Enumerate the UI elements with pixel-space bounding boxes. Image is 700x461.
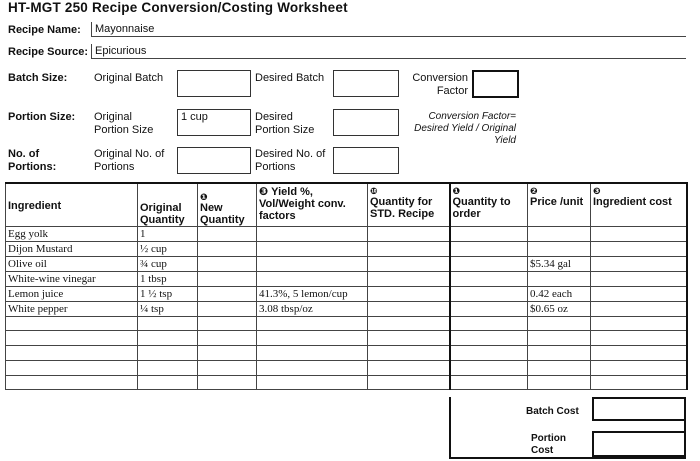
cell-original-quantity[interactable]	[138, 331, 198, 346]
cell-ingredient[interactable]: White pepper	[6, 301, 138, 316]
batch-size-label: Batch Size:	[8, 72, 68, 84]
cell-new-quantity[interactable]	[198, 346, 257, 361]
cell-new-quantity[interactable]	[198, 375, 257, 390]
cell-yield[interactable]	[257, 346, 368, 361]
cell-price-unit[interactable]	[528, 226, 591, 241]
original-batch-input[interactable]	[177, 70, 251, 97]
cell-ingredient[interactable]	[6, 316, 138, 331]
cell-original-quantity[interactable]: ½ cup	[138, 241, 198, 256]
step-3-icon: ❸	[593, 186, 601, 196]
desired-batch-input[interactable]	[333, 70, 399, 97]
cell-original-quantity[interactable]: 1 tbsp	[138, 271, 198, 286]
cell-price-unit[interactable]	[528, 241, 591, 256]
cell-yield[interactable]	[257, 271, 368, 286]
table-row	[6, 316, 687, 331]
cell-yield[interactable]	[257, 226, 368, 241]
cell-new-quantity[interactable]	[198, 241, 257, 256]
recipe-source-label: Recipe Source:	[8, 46, 89, 58]
cell-ingredient-cost[interactable]	[591, 241, 687, 256]
conversion-factor-label	[408, 72, 468, 98]
cell-ingredient[interactable]	[6, 360, 138, 375]
original-portions-line1: Original No. of	[94, 148, 165, 160]
portion-cost-label	[531, 433, 566, 457]
cell-original-quantity[interactable]	[138, 375, 198, 390]
conversion-factor-label-line1: Conversion	[412, 72, 468, 84]
conversion-note-line1: Conversion Factor=	[428, 111, 516, 122]
desired-portion-size-line2: Portion Size	[255, 124, 315, 136]
table-row	[6, 375, 687, 390]
header-quantity-to-order: ❶ Quantity to order	[450, 183, 528, 226]
desired-portions-input[interactable]	[333, 147, 399, 174]
cell-yield[interactable]	[257, 331, 368, 346]
desired-portion-size-input[interactable]	[333, 109, 399, 136]
cell-quantity-std[interactable]	[368, 331, 450, 346]
recipe-name-field[interactable]: Mayonnaise	[91, 22, 686, 37]
cell-original-quantity[interactable]	[138, 316, 198, 331]
header-ingredient: Ingredient	[6, 183, 138, 226]
cell-original-quantity[interactable]	[138, 360, 198, 375]
cell-quantity-order[interactable]	[450, 256, 528, 271]
cell-new-quantity[interactable]	[198, 316, 257, 331]
cell-ingredient-cost[interactable]	[591, 331, 687, 346]
cell-ingredient-cost[interactable]	[591, 226, 687, 241]
cell-original-quantity[interactable]: ¾ cup	[138, 256, 198, 271]
step-10-icon: ❿	[370, 186, 378, 196]
table-row	[6, 360, 687, 375]
header-quantity-std-recipe: ❿ Quantity for STD. Recipe	[368, 183, 450, 226]
cell-quantity-order[interactable]	[450, 316, 528, 331]
cell-quantity-std[interactable]	[368, 375, 450, 390]
no-portions-label-line2: Portions:	[8, 161, 57, 173]
cell-quantity-order[interactable]	[450, 271, 528, 286]
cell-quantity-std[interactable]	[368, 256, 450, 271]
cell-quantity-order[interactable]	[450, 226, 528, 241]
cell-new-quantity[interactable]	[198, 286, 257, 301]
header-price-unit: ❷ Price /unit	[528, 183, 591, 226]
cell-quantity-order[interactable]	[450, 375, 528, 390]
cell-yield[interactable]	[257, 241, 368, 256]
cell-yield[interactable]: 41.3%, 5 lemon/cup	[257, 286, 368, 301]
page-title: HT-MGT 250 Recipe Conversion/Costing Worksheet	[8, 0, 348, 15]
cell-quantity-std[interactable]	[368, 241, 450, 256]
cell-price-unit[interactable]	[528, 331, 591, 346]
cell-quantity-order[interactable]	[450, 346, 528, 361]
cell-quantity-order[interactable]	[450, 286, 528, 301]
desired-portion-size-line1: Desired	[255, 111, 293, 123]
cell-price-unit[interactable]	[528, 375, 591, 390]
cell-yield[interactable]	[257, 256, 368, 271]
cell-ingredient[interactable]	[6, 375, 138, 390]
cell-original-quantity[interactable]: ¼ tsp	[138, 301, 198, 316]
cell-quantity-std[interactable]	[368, 286, 450, 301]
table-row	[6, 271, 687, 286]
cell-price-unit[interactable]: $5.34 gal	[528, 256, 591, 271]
cell-yield[interactable]: 3.08 tbsp/oz	[257, 301, 368, 316]
cell-quantity-std[interactable]	[368, 271, 450, 286]
cell-ingredient[interactable]: White-wine vinegar	[6, 271, 138, 286]
table-row	[6, 286, 687, 301]
original-portions-input[interactable]	[177, 147, 251, 174]
conversion-factor-input[interactable]	[472, 70, 519, 98]
cell-new-quantity[interactable]	[198, 360, 257, 375]
conversion-factor-label-line2: Factor	[436, 85, 468, 97]
cell-quantity-std[interactable]	[368, 226, 450, 241]
cell-ingredient-cost[interactable]	[591, 256, 687, 271]
header-original-quantity: Original Quantity	[138, 183, 198, 226]
cell-price-unit[interactable]	[528, 360, 591, 375]
cell-new-quantity[interactable]	[198, 256, 257, 271]
cell-price-unit[interactable]: $0.65 oz	[528, 301, 591, 316]
cell-ingredient[interactable]	[6, 346, 138, 361]
table-row	[6, 331, 687, 346]
no-portions-label	[8, 148, 56, 174]
cell-new-quantity[interactable]	[198, 271, 257, 286]
cell-ingredient[interactable]: Lemon juice	[6, 286, 138, 301]
cell-quantity-order[interactable]	[450, 301, 528, 316]
desired-batch-label: Desired Batch	[255, 72, 325, 84]
cell-original-quantity[interactable]	[138, 346, 198, 361]
original-portions-line2: Portions	[94, 161, 135, 173]
cell-ingredient[interactable]: Olive oil	[6, 256, 138, 271]
cell-ingredient-cost[interactable]	[591, 360, 687, 375]
cell-ingredient-cost[interactable]	[591, 346, 687, 361]
cell-price-unit[interactable]	[528, 316, 591, 331]
ingredient-table	[5, 182, 688, 390]
cell-yield[interactable]	[257, 316, 368, 331]
table-row	[6, 226, 687, 241]
batch-cost-input[interactable]	[592, 397, 686, 421]
recipe-source-field[interactable]: Epicurious	[91, 44, 686, 59]
header-ingredient-cost: ❸ Ingredient cost	[591, 183, 687, 226]
table-row	[6, 301, 687, 316]
original-portion-size-line2: Portion Size	[94, 124, 154, 136]
desired-portions-line1: Desired No. of	[255, 148, 326, 160]
step-2-icon: ❷	[530, 186, 538, 196]
conversion-note-line2: Desired Yield / Original	[414, 123, 516, 134]
desired-portions-line2: Portions	[255, 161, 296, 173]
cell-ingredient-cost[interactable]	[591, 375, 687, 390]
cell-ingredient-cost[interactable]	[591, 271, 687, 286]
cell-original-quantity[interactable]: 1 ½ tsp	[138, 286, 198, 301]
cell-yield[interactable]	[257, 375, 368, 390]
table-row	[6, 346, 687, 361]
cell-quantity-std[interactable]	[368, 301, 450, 316]
cell-new-quantity[interactable]	[198, 331, 257, 346]
cell-ingredient[interactable]	[6, 331, 138, 346]
cell-ingredient[interactable]: Dijon Mustard	[6, 241, 138, 256]
cell-price-unit[interactable]	[528, 271, 591, 286]
cell-quantity-order[interactable]	[450, 241, 528, 256]
desired-portion-size-label	[255, 111, 314, 137]
original-batch-label: Original Batch	[94, 72, 164, 84]
cell-ingredient-cost[interactable]	[591, 301, 687, 316]
original-portion-size-input[interactable]: 1 cup	[177, 109, 251, 136]
cell-quantity-std[interactable]	[368, 316, 450, 331]
cell-quantity-order[interactable]	[450, 360, 528, 375]
step-1-icon: ❶	[200, 191, 208, 202]
portion-size-label: Portion Size:	[8, 111, 76, 123]
cell-original-quantity[interactable]: 1	[138, 226, 198, 241]
conversion-factor-note	[400, 111, 516, 147]
cell-ingredient-cost[interactable]	[591, 286, 687, 301]
cell-quantity-std[interactable]	[368, 346, 450, 361]
cell-new-quantity[interactable]	[198, 301, 257, 316]
table-row	[6, 256, 687, 271]
header-new-quantity: ❶ New Quantity	[198, 183, 257, 226]
no-portions-label-line1: No. of	[8, 148, 40, 160]
portion-cost-input[interactable]	[592, 431, 686, 457]
cell-quantity-std[interactable]	[368, 360, 450, 375]
cell-new-quantity[interactable]	[198, 226, 257, 241]
cell-quantity-order[interactable]	[450, 331, 528, 346]
cell-ingredient-cost[interactable]	[591, 316, 687, 331]
portion-cost-line1: Portion	[531, 433, 566, 444]
cell-yield[interactable]	[257, 360, 368, 375]
conversion-note-line3: Yield	[493, 135, 516, 146]
step-1b-icon: ❶	[452, 186, 461, 196]
original-portion-size-line1: Original	[94, 111, 132, 123]
portion-cost-line2: Cost	[531, 445, 554, 456]
batch-cost-label: Batch Cost	[526, 406, 579, 417]
table-header-row	[6, 183, 687, 226]
table-row	[6, 241, 687, 256]
recipe-name-label: Recipe Name:	[8, 24, 81, 36]
header-yield: ❸ Yield %, Vol/Weight conv. factors	[257, 183, 368, 226]
cell-price-unit[interactable]: 0.42 each	[528, 286, 591, 301]
original-portion-size-label	[94, 111, 153, 137]
cell-ingredient[interactable]: Egg yolk	[6, 226, 138, 241]
desired-portions-label	[255, 148, 325, 174]
cell-price-unit[interactable]	[528, 346, 591, 361]
original-portions-label	[94, 148, 164, 174]
